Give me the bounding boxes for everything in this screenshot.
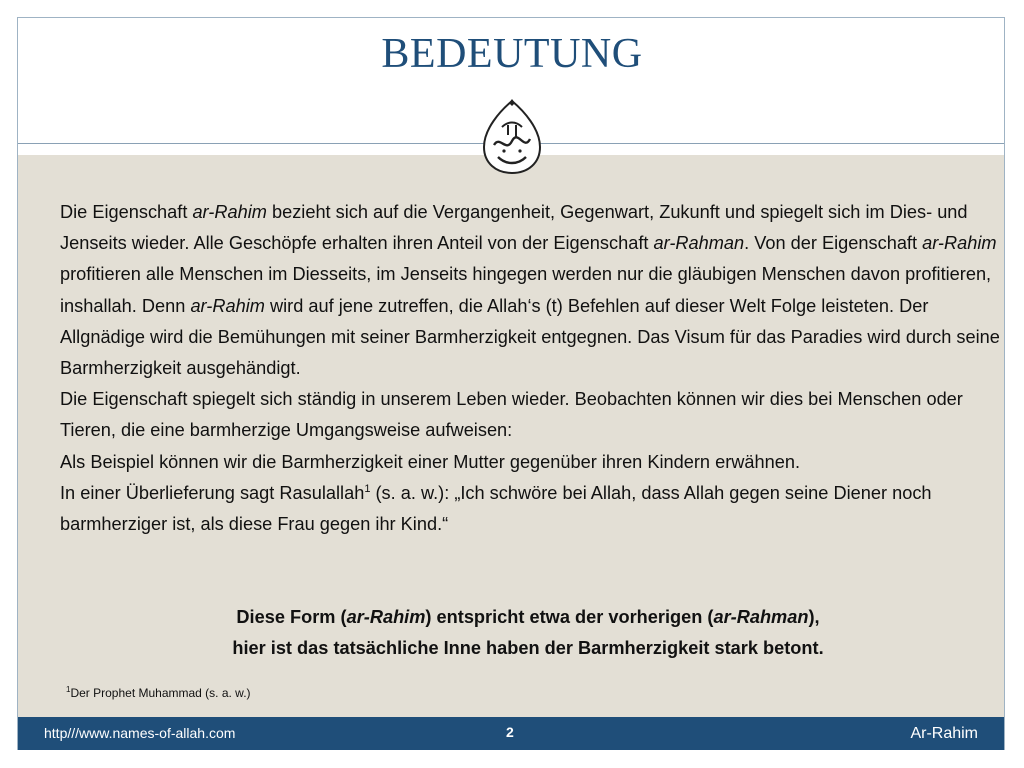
emphasis-line bbox=[0, 602, 1024, 633]
italic-term: ar-Rahim bbox=[190, 295, 265, 316]
footer-bar bbox=[18, 717, 1004, 750]
text-run: Die Eigenschaft bbox=[60, 202, 193, 222]
text-run: ), bbox=[808, 607, 820, 627]
text-run: In einer Überlieferung sagt Rasulallah bbox=[60, 482, 365, 503]
footnote bbox=[66, 686, 251, 700]
slide-title: BEDEUTUNG bbox=[381, 31, 643, 77]
body-text bbox=[60, 197, 1000, 540]
page-number: 2 bbox=[506, 724, 514, 740]
footnote-ref: 1 bbox=[364, 482, 371, 495]
paragraph bbox=[60, 447, 1000, 478]
text-run: wird auf jene zutreffen, die Allah‘s (t) Befehlen auf dieser Welt Folge leisteten. Der Allgnädige wird die Bemühungen mit seiner Barmherzigkeit entgegnen. Das Visum für das Paradies wird durch seine Barmherzigkeit ausgehändigt. bbox=[60, 295, 1000, 379]
text-run: (s. a. w.): „Ich schwöre bei Allah, dass Allah gegen seine Diener noch barmherziger ist, als diese Frau gegen ihr Kind.“ bbox=[60, 482, 932, 535]
arabic-calligraphy-seal-icon bbox=[480, 95, 544, 177]
italic-term: ar-Rahim bbox=[192, 202, 267, 222]
paragraph bbox=[60, 197, 1000, 384]
italic-term: ar-Rahim bbox=[922, 233, 997, 254]
emphasis-line: hier ist das tatsächliche Inne haben der Barmherzigkeit stark betont. bbox=[232, 638, 824, 658]
italic-term: ar-Rahman bbox=[713, 607, 809, 627]
footer-url-link[interactable]: http///www.names-of-allah.com bbox=[44, 725, 236, 741]
footnote-text: Der Prophet Muhammad (s. a. w.) bbox=[70, 686, 251, 700]
text-run: Diese Form ( bbox=[236, 607, 347, 627]
italic-term: ar-Rahman bbox=[653, 233, 745, 254]
text-run: Als Beispiel können wir die Barmherzigkeit einer Mutter gegenüber ihren Kindern erwähnen. bbox=[60, 451, 801, 472]
paragraph bbox=[60, 384, 1000, 446]
text-run: . Von der Eigenschaft bbox=[744, 233, 923, 254]
footnote-marker: 1 bbox=[66, 685, 71, 694]
emphasis-block bbox=[0, 602, 1024, 664]
text-run: Die Eigenschaft spiegelt sich ständig in unserem Leben wieder. Beobachten können wir dies bei Menschen oder Tieren, die eine barmherzige Umgangsweise aufweisen: bbox=[60, 389, 963, 441]
text-run: ) entspricht etwa der vorherigen ( bbox=[425, 607, 714, 627]
text-run: profitieren alle Menschen im Diesseits, im Jenseits hingegen werden nur die gläubigen Menschen davon profitieren, inshallah. Denn bbox=[60, 264, 992, 316]
italic-term: ar-Rahim bbox=[346, 607, 426, 627]
footer-title: Ar-Rahim bbox=[910, 725, 978, 742]
text-run: bezieht sich auf die Vergangenheit, Gegenwart, Zukunft und spiegelt sich im Dies- und Jenseits wieder. Alle Geschöpfe erhalten ihren Anteil von der Eigenschaft bbox=[60, 202, 968, 254]
paragraph bbox=[60, 478, 1000, 540]
